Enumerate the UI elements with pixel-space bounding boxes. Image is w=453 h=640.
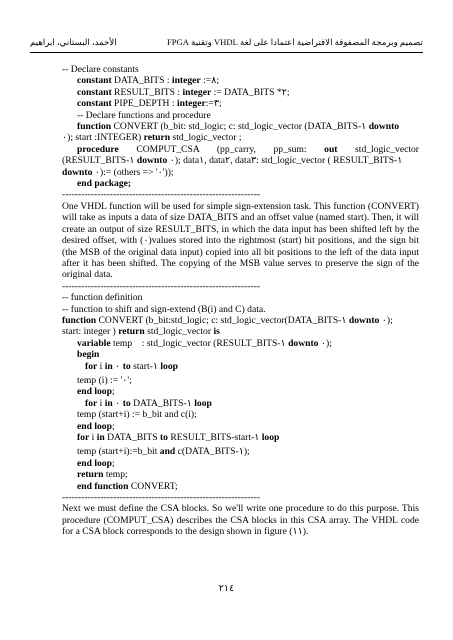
code-line: procedure COMPUT_CSA (pp_carry, pp_sum: out std_logic_vector	[77, 143, 420, 155]
header-title: تصميم وبرمجة المصفوفة الافتراضية اعتمادا على لغة VHDL وتقنية FPGA	[166, 37, 423, 47]
code-line: -- Declare functions and procedure	[77, 109, 211, 121]
page-header	[30, 37, 423, 49]
code-line: start: integer ) return std_logic_vector is	[62, 326, 220, 338]
code-line: temp (start+i):=b_bit and c(DATA_BITS-١);	[77, 446, 250, 458]
header-author: الأحمد، البستاني، ابراهيم	[30, 37, 117, 47]
code-line: --------------------------------------------------------------	[62, 189, 261, 201]
code-line: function CONVERT (b_bit: std_logic; c: std_logic_vector (DATA_BITS-١ downto	[77, 121, 400, 133]
code-line: for i in ٠ to DATA_BITS-١ loop	[85, 397, 212, 409]
paragraph-convert-description: One VHDL function will be used for simple sign-extension task. This function (CONVERT) will take as inputs a data of size DATA_BITS and an offset value (named start). Then, it will create an output of size RESULT_BITS, in which the data input has been shifted left by the desired offset, with (٠)values stored into the rightmost (start) bit positions, and the sign bit (the MSB of the original data input) copied into all bit positions to the left of the data input after it has been shifted. The copying of the MSB value serves to preserve the sign of the original data.	[62, 200, 420, 281]
code-line: end loop;	[77, 386, 115, 398]
code-line: --------------------------------------------------------------	[62, 280, 261, 292]
code-line: for i in ٠ to start-١ loop	[85, 360, 178, 372]
paragraph-csa-description: Next we must define the CSA blocks. So we'll write one procedure to do this purpose. This procedure (COMPUT_CSA) describes the CSA blocks in this CSA array. The VHDL code for a CSA block corresponds to the design shown in figure (١١).	[62, 503, 419, 538]
code-line: constant DATA_BITS : integer :=٨;	[77, 75, 220, 87]
code-line: function CONVERT (b_bit:std_logic; c: std_logic_vector(DATA_BITS-١ downto ٠);	[62, 314, 393, 326]
code-line: ٠); start :INTEGER) return std_logic_vector ;	[62, 132, 242, 144]
code-line: constant PIPE_DEPTH : integer:=٣;	[77, 98, 222, 110]
code-function-definition	[62, 281, 419, 504]
code-line: for i in DATA_BITS to RESULT_BITS-start-١ loop	[77, 432, 280, 443]
code-line: -- function definition	[62, 292, 143, 304]
code-line: (RESULT_BITS-١ downto ٠); data١, data٢, data٣: std_logic_vector ( RESULT_BITS-١	[62, 155, 403, 167]
code-line: return temp;	[77, 469, 128, 481]
code-line: temp (start+i) := b_bit and c(i);	[77, 409, 197, 421]
code-line: end loop;	[77, 420, 115, 432]
page-body	[62, 64, 419, 538]
code-line: downto ٠):= (others => '٠'));	[62, 166, 174, 178]
code-line: -- Declare constants	[62, 64, 139, 75]
code-line: begin	[77, 349, 100, 361]
code-line: end function CONVERT;	[77, 480, 178, 492]
page-number: ٢١٤	[218, 583, 235, 594]
header-rule	[30, 52, 423, 53]
code-line: temp (i) := '٠';	[77, 374, 132, 386]
code-line: end loop;	[77, 457, 115, 469]
code-line: variable temp : std_logic_vector (RESULT_BITS-١ downto ٠);	[77, 337, 332, 349]
code-line: end package;	[77, 178, 132, 190]
code-line: constant RESULT_BITS : integer := DATA_BITS *٢;	[77, 86, 290, 98]
code-line: -- function to shift and sign-extend (B(i) and C) data.	[62, 303, 266, 315]
code-declarations	[62, 64, 419, 201]
code-line: --------------------------------------------------------------	[62, 492, 261, 504]
